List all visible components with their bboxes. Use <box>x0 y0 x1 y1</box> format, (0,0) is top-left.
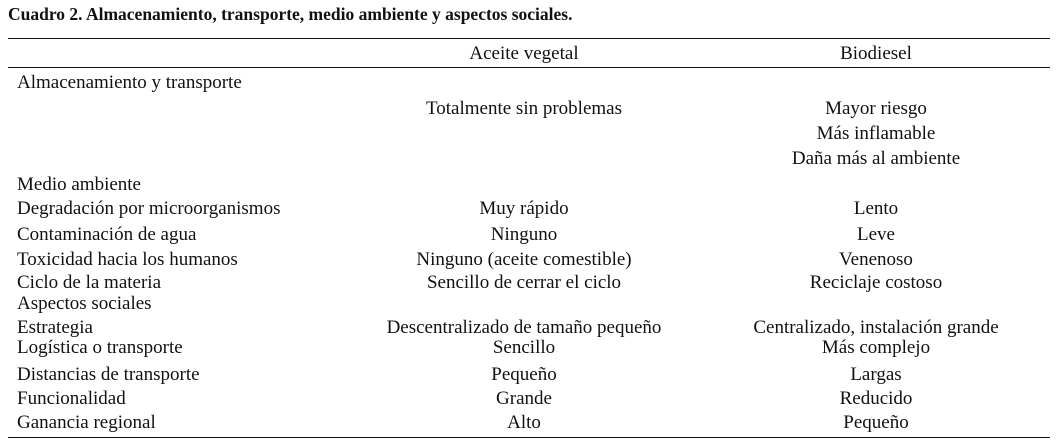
row-label: Funcionalidad <box>17 388 126 409</box>
header-rule <box>8 67 1050 68</box>
row-biodiesel: Reciclaje costoso <box>809 272 943 293</box>
row-aceite: Grande <box>496 388 552 409</box>
header-aceite-vegetal: Aceite vegetal <box>469 43 579 64</box>
almacenamiento-aceite: Totalmente sin problemas <box>425 98 623 119</box>
top-rule <box>8 38 1050 39</box>
row-aceite: Muy rápido <box>479 198 569 219</box>
row-aceite: Ninguno <box>490 224 558 245</box>
row-label: Logística o transporte <box>17 337 183 358</box>
row-label: Ciclo de la materia <box>17 272 162 293</box>
row-biodiesel: Más complejo <box>821 337 931 358</box>
row-biodiesel: Centralizado, instalación grande <box>753 317 999 338</box>
row-biodiesel: Leve <box>857 224 895 245</box>
row-aceite: Sencillo de cerrar el ciclo <box>426 272 622 293</box>
row-label: Toxicidad hacia los humanos <box>17 249 238 270</box>
almacenamiento-biodiesel-1: Mayor riesgo <box>825 98 927 119</box>
table-title: Cuadro 2. Almacenamiento, transporte, medio ambiente y aspectos sociales. <box>8 4 573 24</box>
row-aceite: Alto <box>507 412 541 433</box>
row-label: Ganancia regional <box>17 412 156 433</box>
bottom-rule <box>8 437 1050 438</box>
almacenamiento-biodiesel-3: Daña más al ambiente <box>791 148 961 169</box>
header-biodiesel: Biodiesel <box>840 43 912 64</box>
section-almacenamiento: Almacenamiento y transporte <box>17 72 242 93</box>
section-aspectos-sociales: Aspectos sociales <box>17 293 152 314</box>
row-biodiesel: Pequeño <box>843 412 909 433</box>
row-aceite: Pequeño <box>491 364 557 385</box>
row-label: Contaminación de agua <box>17 224 197 245</box>
section-medio-ambiente: Medio ambiente <box>17 174 141 195</box>
almacenamiento-biodiesel-2: Más inflamable <box>816 123 936 144</box>
row-biodiesel: Reducido <box>839 388 913 409</box>
row-label: Estrategia <box>17 317 93 338</box>
row-biodiesel: Lento <box>853 198 899 219</box>
row-label: Degradación por microorganismos <box>17 198 281 219</box>
row-label: Distancias de transporte <box>17 364 200 385</box>
row-aceite: Sencillo <box>492 337 556 358</box>
row-biodiesel: Largas <box>850 364 902 385</box>
row-biodiesel: Venenoso <box>839 249 913 270</box>
row-aceite: Descentralizado de tamaño pequeño <box>386 317 662 338</box>
row-aceite: Ninguno (aceite comestible) <box>416 249 632 270</box>
